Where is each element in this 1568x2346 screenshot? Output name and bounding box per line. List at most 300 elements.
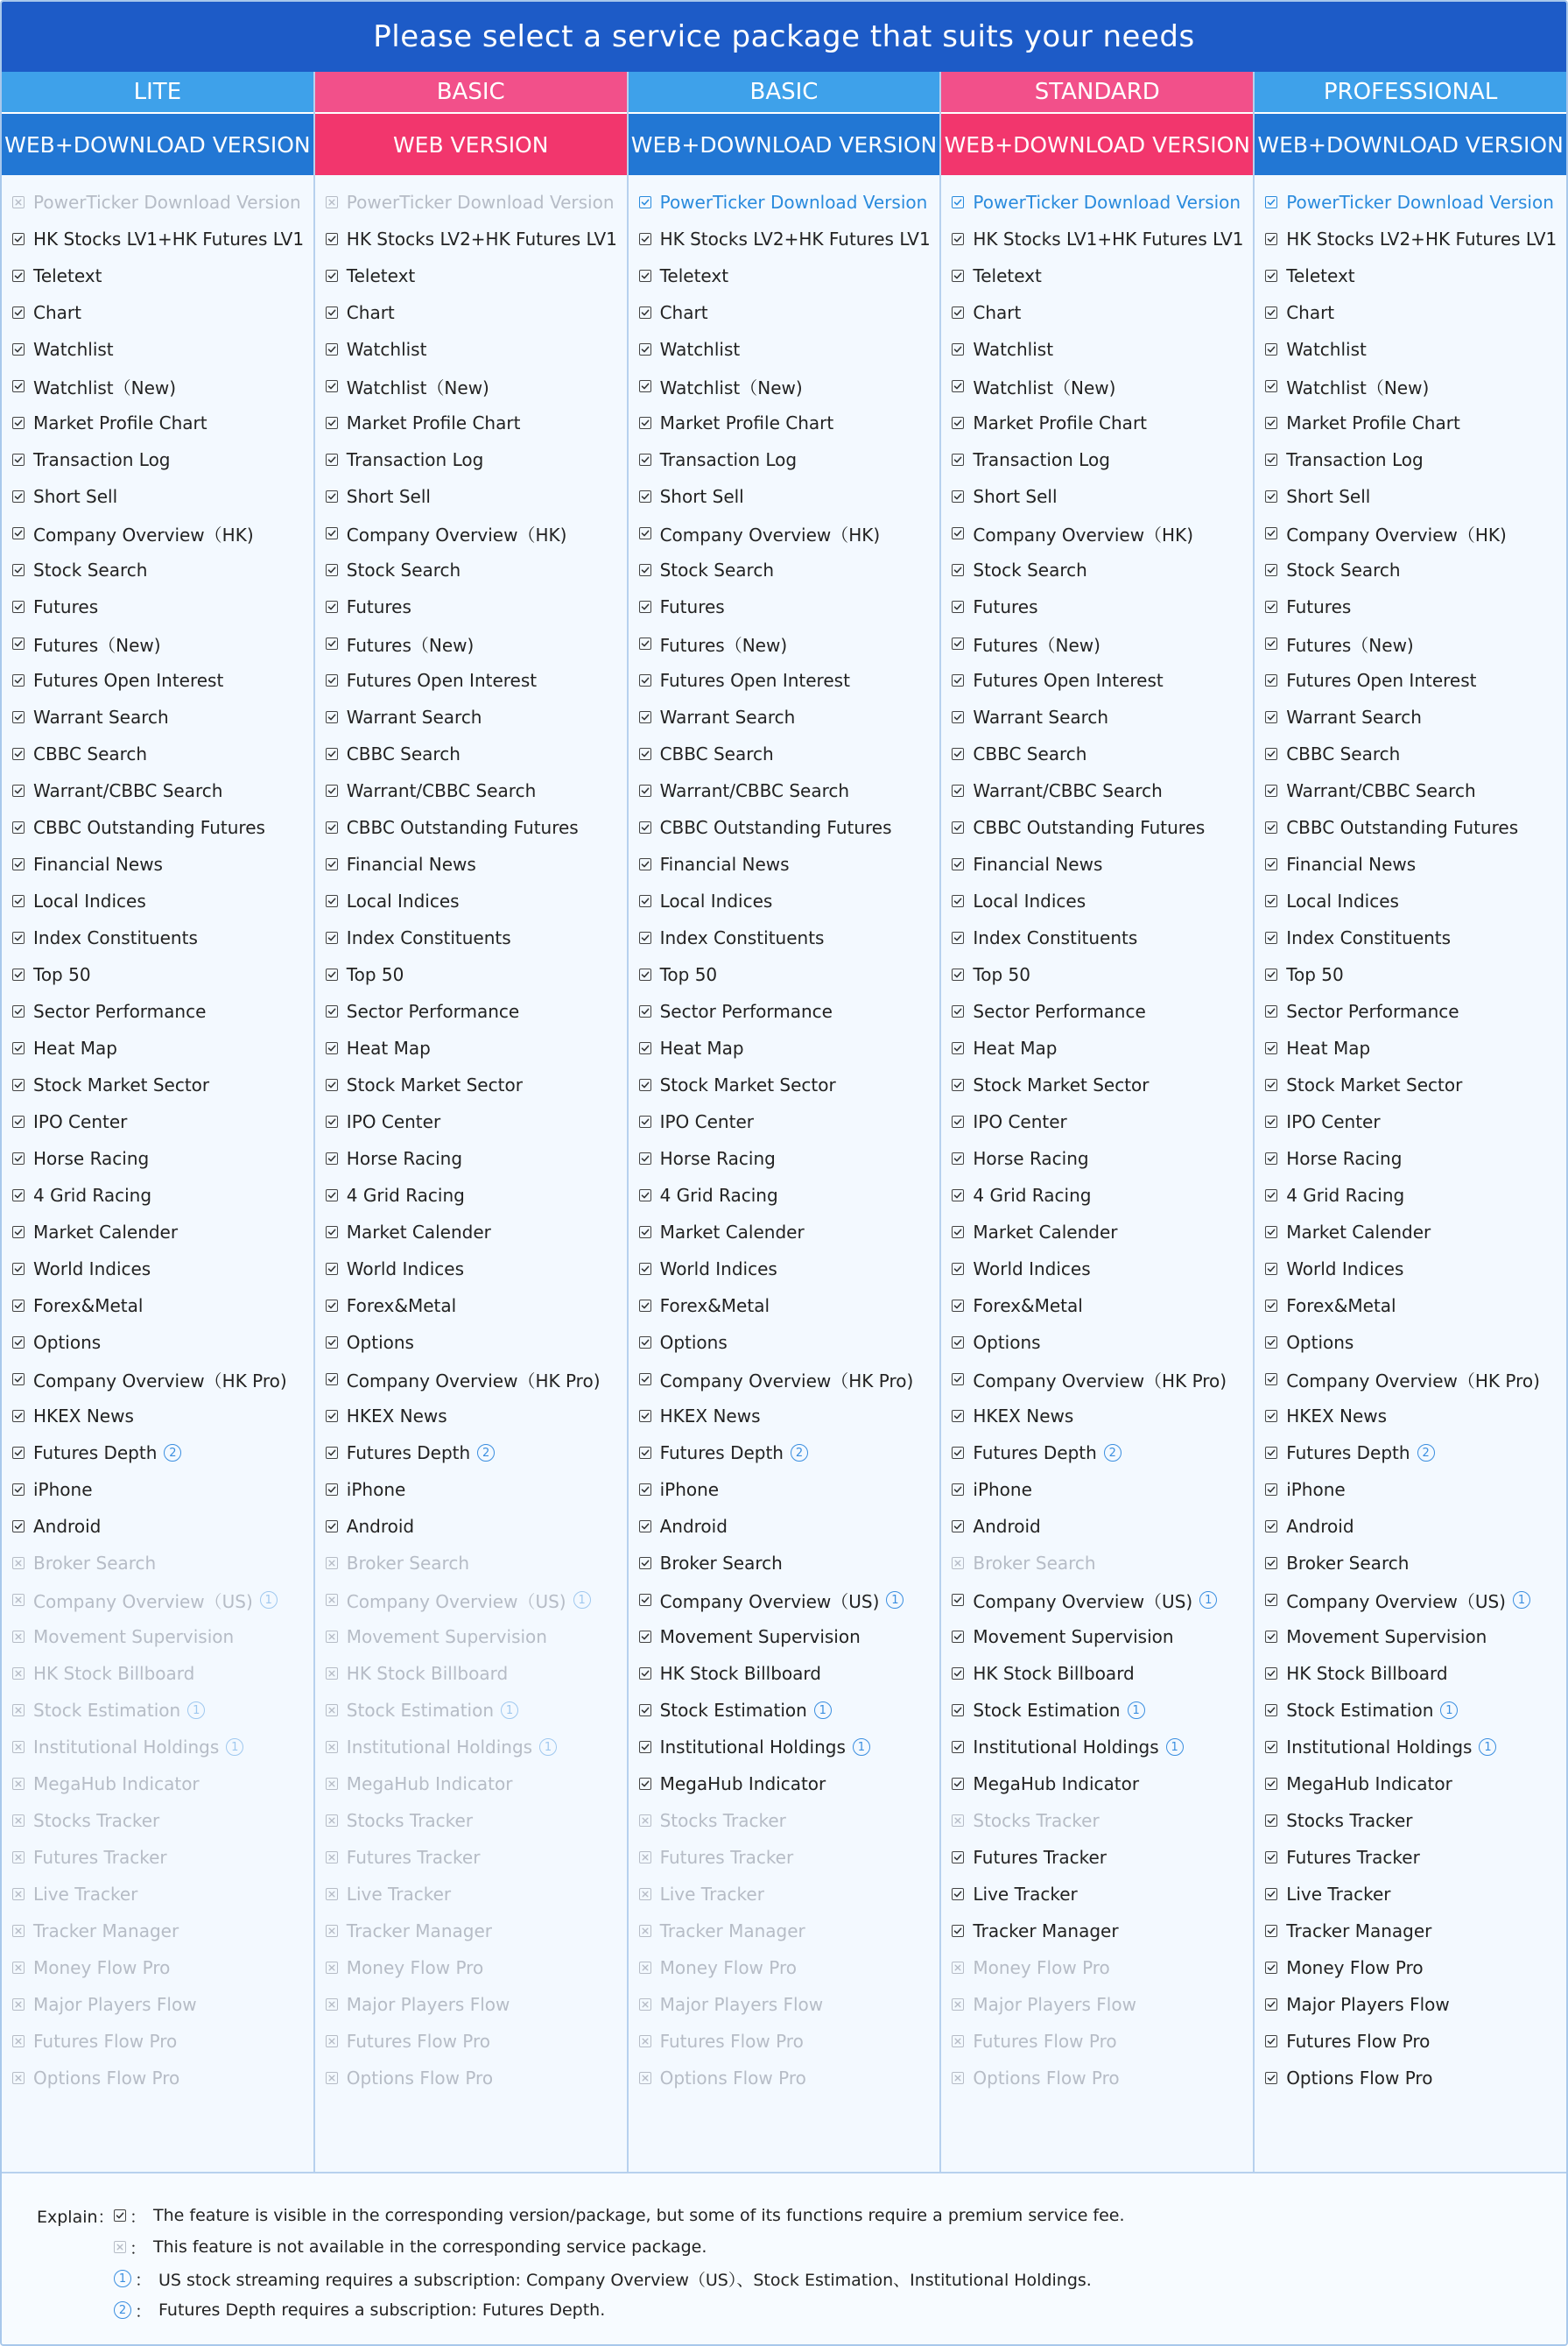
feature-item [629,2023,940,2060]
included-check-icon [326,454,338,466]
feature-item [315,2023,627,2060]
included-check-icon [12,1483,25,1496]
feature-item [315,1508,627,1545]
feature-label: Short Sell [659,486,744,507]
legend-row [37,2200,1566,2231]
included-check-icon [1265,1189,1277,1201]
feature-item [2,1655,313,1692]
feature-label: CBBC Search [659,743,774,764]
feature-label: iPhone [1286,1479,1346,1500]
feature-label: Live Tracker [659,1884,764,1905]
unavailable-icon [326,1741,338,1753]
feature-item [1255,478,1566,515]
feature-item [2,1545,313,1582]
included-check-icon [952,1152,964,1165]
feature-label: CBBC Search [346,743,461,764]
included-check-icon [1265,1042,1277,1054]
feature-item [1255,699,1566,736]
feature-item [941,441,1253,478]
feature-label: Top 50 [346,964,404,985]
feature-label: Company Overview（HK Pro) [33,1370,287,1391]
footnote-marker-icon: 2 [1104,1444,1122,1462]
feature-item [315,1949,627,1986]
feature-label: Company Overview（US) [973,1590,1193,1612]
included-check-icon [952,196,964,208]
feature-label: IPO Center [33,1111,128,1132]
footnote-marker-icon: 1 [1440,1701,1458,1719]
footnote-marker-icon: 1 [539,1738,557,1756]
feature-label: Warrant Search [33,707,169,728]
included-check-icon [1265,601,1277,613]
feature-item [941,331,1253,368]
feature-item [2,736,313,772]
feature-item [2,294,313,331]
feature-label: Company Overview（HK Pro) [973,1370,1227,1391]
included-check-icon [12,380,25,392]
feature-label: Transaction Log [659,449,798,470]
feature-label: Futures [1286,596,1352,617]
included-check-icon [1265,343,1277,356]
included-check-icon [952,858,964,870]
feature-label: Stock Market Sector [973,1074,1150,1096]
footnote-marker-icon: 2 [164,1444,181,1462]
feature-label: Horse Racing [973,1148,1089,1169]
included-check-icon [1265,1300,1277,1312]
feature-item [629,515,940,552]
included-check-icon [1265,1998,1277,2011]
included-check-icon [952,380,964,392]
feature-label: Market Profile Chart [33,412,207,433]
feature-item [315,1765,627,1802]
feature-list [2,175,313,2096]
feature-label: IPO Center [346,1111,441,1132]
package-tier-label[interactable]: STANDARD [941,72,1253,114]
feature-item [629,1582,940,1618]
feature-label: Teletext [33,265,102,286]
feature-label: Sector Performance [973,1001,1146,1022]
feature-label: PowerTicker Download Version [346,192,615,213]
included-check-icon [639,1189,651,1201]
feature-item [315,221,627,257]
feature-item [2,1582,313,1618]
included-check-icon [1265,490,1277,503]
feature-label: Warrant Search [1286,707,1422,728]
unavailable-icon [12,1778,25,1790]
feature-label: Teletext [346,265,416,286]
feature-label: Futures（New) [33,634,161,656]
feature-item [629,846,940,883]
legend-colon: ： [135,2301,152,2321]
included-check-icon [639,1336,651,1349]
feature-label: Futures Depth [659,1442,784,1463]
feature-item [941,1582,1253,1618]
footnote-marker-icon: 1 [814,1701,832,1719]
feature-label: Futures Depth [973,1442,1097,1463]
feature-label: Watchlist [33,339,114,360]
feature-label: Stock Search [659,560,775,581]
feature-label: Watchlist [973,339,1054,360]
feature-item [315,1839,627,1876]
included-check-icon [952,785,964,797]
feature-label: HK Stocks LV2+HK Futures LV1 [346,229,617,250]
included-check-icon [12,343,25,356]
feature-item [2,772,313,809]
package-column [2,72,315,2172]
footnote-marker-icon: 2 [1417,1444,1435,1462]
included-check-icon [12,1336,25,1349]
feature-item [315,552,627,588]
feature-label: Warrant Search [659,707,796,728]
feature-item [1255,294,1566,331]
feature-label: Market Calender [346,1222,491,1243]
included-check-icon [1265,969,1277,981]
included-check-icon [12,969,25,981]
feature-label: Top 50 [33,964,91,985]
feature-item [629,1214,940,1250]
feature-label: Warrant/CBBC Search [33,780,223,801]
feature-item [629,405,940,441]
feature-label: World Indices [346,1258,465,1279]
feature-label: Chart [346,302,395,323]
feature-item [629,1177,940,1214]
feature-item [315,368,627,405]
unavailable-icon [952,1814,964,1827]
unavailable-icon [326,1594,338,1606]
feature-item [1255,515,1566,552]
feature-label: Stock Market Sector [1286,1074,1463,1096]
feature-label: Institutional Holdings [33,1737,220,1758]
included-check-icon [952,306,964,319]
unavailable-icon [12,1925,25,1937]
feature-label: Futures（New) [973,634,1100,656]
package-tier-label[interactable]: BASIC [315,72,627,114]
feature-label: Transaction Log [973,449,1110,470]
feature-item [941,368,1253,405]
feature-item [315,405,627,441]
feature-item [941,1986,1253,2023]
included-check-icon [1265,1520,1277,1532]
package-tier-label[interactable]: LITE [2,72,313,114]
included-check-icon [639,821,651,834]
included-check-icon [326,1520,338,1532]
feature-item [2,368,313,405]
feature-item [2,956,313,993]
feature-item [941,588,1253,625]
included-check-icon [326,380,338,392]
unavailable-icon [12,1631,25,1643]
included-check-icon [326,932,338,944]
feature-label: Company Overview（HK Pro) [659,1370,914,1391]
included-check-icon [1265,674,1277,687]
feature-label: Futures Depth [33,1442,158,1463]
included-check-icon [639,564,651,576]
included-check-icon [952,1189,964,1201]
feature-item [315,1876,627,1913]
feature-item [315,956,627,993]
included-check-icon [639,527,651,539]
feature-item [1255,405,1566,441]
feature-label: Major Players Flow [973,1994,1136,2015]
unavailable-icon [326,2035,338,2047]
included-check-icon [326,638,338,650]
included-check-icon [12,821,25,834]
feature-label: Teletext [659,265,729,286]
included-check-icon [326,1300,338,1312]
legend-colon: ： [130,2207,147,2227]
feature-label: Money Flow Pro [659,1957,797,1978]
feature-item [629,1103,940,1140]
feature-label: Market Calender [1286,1222,1431,1243]
footnote-marker-icon: 1 [853,1738,870,1756]
feature-label: Movement Supervision [659,1626,861,1647]
legend-lead-label: Explain： [37,2207,115,2227]
feature-item [315,184,627,221]
included-check-icon [639,490,651,503]
feature-label: 4 Grid Racing [973,1185,1092,1206]
feature-label: Index Constituents [33,927,198,948]
included-check-icon [1265,270,1277,282]
feature-item [941,1692,1253,1729]
footnote-marker-icon: 2 [791,1444,808,1462]
feature-item [1255,1692,1566,1729]
legend-colon: ： [135,2270,152,2290]
included-check-icon [639,270,651,282]
included-check-icon [326,1226,338,1238]
included-check-icon [12,1079,25,1091]
feature-label: Watchlist（New) [346,377,489,398]
unavailable-icon [639,2035,651,2047]
included-check-icon [639,1557,651,1569]
feature-item [2,699,313,736]
unavailable-icon [639,1888,651,1900]
feature-item [1255,1398,1566,1434]
feature-item [629,1949,940,1986]
feature-label: Futures Flow Pro [659,2031,804,2052]
feature-item [2,1508,313,1545]
included-check-icon [326,1116,338,1128]
feature-label: Stock Estimation [1286,1700,1434,1721]
legend-text: Futures Depth requires a subscription: Futures Depth. [158,2300,606,2320]
package-version-label[interactable]: WEB+DOWNLOAD VERSION [2,114,313,175]
feature-item [629,478,940,515]
footnote-marker-icon: 1 [501,1701,518,1719]
unavailable-icon [326,1631,338,1643]
feature-item [2,221,313,257]
included-check-icon [952,1483,964,1496]
feature-item [629,699,940,736]
included-check-icon [326,1447,338,1459]
feature-item [629,1140,940,1177]
feature-item [315,1434,627,1471]
feature-label: MegaHub Indicator [973,1773,1140,1794]
included-check-icon [952,601,964,613]
package-version-label[interactable]: WEB+DOWNLOAD VERSION [941,114,1253,175]
feature-item [2,1729,313,1765]
feature-list [629,175,940,2096]
unavailable-icon [12,1962,25,1974]
feature-item [941,478,1253,515]
feature-label: Watchlist [659,339,741,360]
included-check-icon [639,1594,651,1606]
feature-label: PowerTicker Download Version [659,192,928,213]
feature-item [941,1287,1253,1324]
unavailable-icon [639,1851,651,1863]
feature-label: iPhone [346,1479,406,1500]
included-check-icon [952,270,964,282]
feature-label: HK Stock Billboard [33,1663,195,1684]
feature-item [315,883,627,919]
feature-item [1255,184,1566,221]
feature-item [629,368,940,405]
feature-label: HK Stock Billboard [1286,1663,1448,1684]
feature-item [315,257,627,294]
feature-item [1255,1986,1566,2023]
feature-label: Stock Search [33,560,148,581]
feature-label: CBBC Search [973,743,1087,764]
feature-label: Android [973,1516,1041,1537]
feature-item [1255,2023,1566,2060]
feature-label: Major Players Flow [346,1994,510,2015]
feature-label: Futures Open Interest [33,670,224,691]
included-check-icon [12,785,25,797]
included-check-icon [639,638,651,650]
feature-item [2,1692,313,1729]
included-check-icon [952,527,964,539]
feature-item [1255,736,1566,772]
footnote-marker-icon: 2 [114,2301,131,2319]
included-check-icon [952,1042,964,1054]
feature-item [2,2023,313,2060]
feature-label: HK Stocks LV1+HK Futures LV1 [973,229,1244,250]
feature-label: Company Overview（HK) [1286,524,1507,546]
feature-label: Watchlist [346,339,427,360]
feature-label: PowerTicker Download Version [1286,192,1554,213]
feature-label: Market Calender [33,1222,179,1243]
feature-label: Futures Open Interest [346,670,538,691]
included-check-icon [639,674,651,687]
included-check-icon [639,858,651,870]
feature-item [1255,2060,1566,2096]
feature-item [1255,1067,1566,1103]
feature-item [941,2023,1253,2060]
feature-item [941,184,1253,221]
package-tier-label[interactable]: BASIC [629,72,940,114]
feature-item [941,1765,1253,1802]
feature-label: Company Overview（HK Pro) [346,1370,601,1391]
included-check-icon [639,343,651,356]
feature-item [315,772,627,809]
feature-label: Options [973,1332,1041,1353]
included-check-icon [952,1704,964,1716]
feature-item [315,515,627,552]
included-check-icon [952,1520,964,1532]
included-check-icon [12,1410,25,1422]
included-check-icon [639,932,651,944]
package-tier-label[interactable]: PROFESSIONAL [1255,72,1566,114]
included-check-icon [1265,1373,1277,1385]
feature-label: Index Constituents [346,927,511,948]
feature-item [315,1545,627,1582]
feature-item [941,1140,1253,1177]
feature-label: HKEX News [1286,1405,1388,1427]
feature-item [629,1287,940,1324]
footnote-marker-icon: 1 [886,1591,904,1609]
feature-label: Horse Racing [33,1148,150,1169]
feature-label: Forex&Metal [33,1295,144,1316]
feature-label: Broker Search [33,1553,157,1574]
feature-label: Futures [33,596,99,617]
feature-item [2,478,313,515]
feature-item [2,1140,313,1177]
feature-label: Forex&Metal [1286,1295,1396,1316]
included-check-icon [952,1116,964,1128]
feature-item [2,1030,313,1067]
feature-label: Heat Map [659,1038,744,1059]
feature-item [1255,846,1566,883]
included-check-icon [12,1226,25,1238]
feature-label: Options [1286,1332,1354,1353]
unavailable-icon [952,1557,964,1569]
feature-label: Movement Supervision [973,1626,1174,1647]
feature-label: Tracker Manager [659,1920,805,1941]
feature-item [1255,1839,1566,1876]
feature-item [629,1361,940,1398]
feature-item [629,1729,940,1765]
included-check-icon [952,821,964,834]
feature-label: Market Profile Chart [1286,412,1460,433]
feature-label: Options Flow Pro [346,2068,494,2089]
feature-item [315,1324,627,1361]
included-check-icon [12,1152,25,1165]
included-check-icon [1265,1557,1277,1569]
feature-item [629,1876,940,1913]
feature-item [315,1398,627,1434]
included-check-icon [1265,1005,1277,1018]
package-version-label[interactable]: WEB VERSION [315,114,627,175]
included-check-icon [1265,1814,1277,1827]
feature-item [941,1177,1253,1214]
feature-item [315,1250,627,1287]
feature-item [941,1949,1253,1986]
feature-item [315,699,627,736]
included-check-icon [639,895,651,907]
feature-label: Tracker Manager [346,1920,492,1941]
feature-label: Tracker Manager [973,1920,1119,1941]
package-column [315,72,629,2172]
feature-item [2,331,313,368]
feature-item [629,1067,940,1103]
footnote-marker-icon: 1 [260,1591,278,1609]
feature-item [315,478,627,515]
included-check-icon [952,343,964,356]
feature-item [941,257,1253,294]
feature-label: Local Indices [973,891,1086,912]
package-version-label[interactable]: WEB+DOWNLOAD VERSION [1255,114,1566,175]
included-check-icon [326,821,338,834]
package-version-label[interactable]: WEB+DOWNLOAD VERSION [629,114,940,175]
feature-item [941,1361,1253,1398]
feature-label: Watchlist [1286,339,1367,360]
included-check-icon [952,454,964,466]
feature-label: PowerTicker Download Version [33,192,301,213]
feature-item [1255,883,1566,919]
package-column [629,72,942,2172]
unavailable-icon [12,1888,25,1900]
feature-item [2,588,313,625]
included-check-icon [639,1778,651,1790]
feature-item [2,1398,313,1434]
feature-label: Futures Tracker [659,1847,794,1868]
